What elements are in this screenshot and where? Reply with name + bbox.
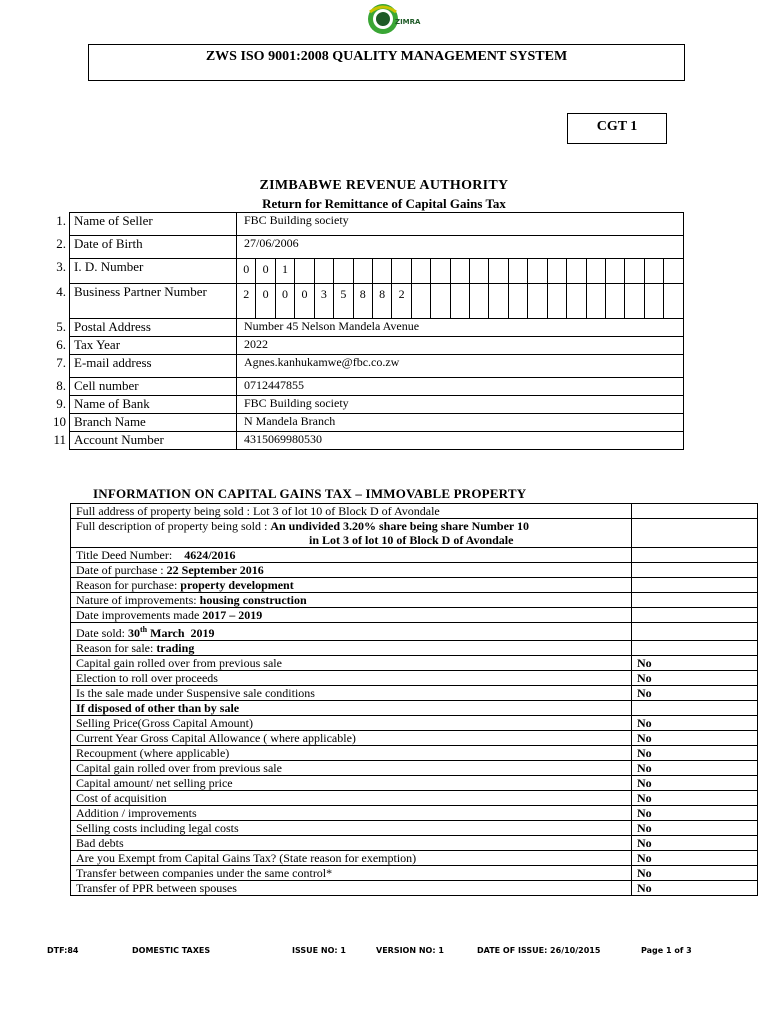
field-label: Date of Birth [70, 236, 237, 259]
property-row [71, 731, 758, 746]
label-text: Date of purchase : [76, 563, 167, 577]
digit-box [644, 284, 663, 318]
property-row [71, 671, 758, 686]
digit-box [470, 259, 489, 283]
seller-details-table [32, 212, 684, 450]
digit-box: 8 [353, 284, 372, 318]
property-answer [632, 504, 758, 519]
field-value: FBC Building society [237, 396, 684, 414]
label-text: Reason for purchase: [76, 578, 181, 592]
property-answer: No [632, 866, 758, 881]
row-number: 4. [56, 283, 66, 299]
digit-boxes [237, 284, 684, 319]
label-text: Addition / improvements [76, 806, 197, 820]
property-label [71, 641, 632, 656]
label-text: Selling Price(Gross Capital Amount) [76, 716, 253, 730]
digit-box [334, 259, 353, 283]
property-label [71, 836, 632, 851]
row-number: 10 [53, 413, 66, 429]
digit-box [606, 284, 625, 318]
field-value: Agnes.kanhukamwe@fbc.co.zw [237, 355, 684, 378]
property-row [71, 851, 758, 866]
footer-issue: ISSUE NO: 1 [292, 946, 346, 955]
digit-box [431, 259, 450, 283]
digit-box [353, 259, 372, 283]
authority-title: ZIMBABWE REVENUE AUTHORITY [259, 178, 509, 193]
seller-row [32, 414, 684, 432]
property-row [71, 746, 758, 761]
property-answer: No [632, 671, 758, 686]
seller-row [32, 337, 684, 355]
label-text: Selling costs including legal costs [76, 821, 239, 835]
field-value: N Mandela Branch [237, 414, 684, 432]
property-row [71, 716, 758, 731]
digit-box [567, 284, 586, 318]
property-label [71, 563, 632, 578]
field-value: Number 45 Nelson Mandela Avenue [237, 319, 684, 337]
label-text: Is the sale made under Suspensive sale conditions [76, 686, 315, 700]
property-row [71, 791, 758, 806]
form-code: CGT 1 [567, 113, 667, 144]
seller-row [32, 319, 684, 337]
footer-dept: DOMESTIC TAXES [132, 946, 211, 955]
property-row [71, 623, 758, 641]
property-answer: No [632, 776, 758, 791]
digit-box: 0 [256, 259, 275, 283]
label-value: 22 September 2016 [166, 563, 264, 577]
field-label: E-mail address [70, 355, 237, 378]
property-row [71, 881, 758, 896]
digit-box [392, 259, 411, 283]
row-number: 5. [56, 318, 66, 334]
property-label [71, 548, 632, 563]
label-text: Transfer of PPR between spouses [76, 881, 237, 895]
property-answer [632, 623, 758, 641]
label-value: If disposed of other than by sale [76, 701, 240, 715]
property-answer [632, 593, 758, 608]
property-label [71, 716, 632, 731]
field-label: Name of Bank [70, 396, 237, 414]
label-text: Full description of property being sold : [76, 519, 271, 533]
digit-box [586, 284, 605, 318]
digit-box: 0 [295, 284, 314, 318]
property-label [71, 593, 632, 608]
digit-box [644, 259, 663, 283]
property-label [71, 623, 632, 641]
property-label [71, 791, 632, 806]
digit-box: 2 [392, 284, 411, 318]
property-row [71, 608, 758, 623]
field-value: 2022 [237, 337, 684, 355]
digit-box [664, 259, 683, 283]
digit-box [528, 284, 547, 318]
property-answer: No [632, 791, 758, 806]
field-value: 4315069980530 [237, 432, 684, 450]
property-row [71, 578, 758, 593]
property-row [71, 806, 758, 821]
zimra-logo [366, 2, 422, 36]
field-value: FBC Building society [237, 213, 684, 236]
property-label [71, 851, 632, 866]
label-text: Transfer between companies under the same control* [76, 866, 333, 880]
field-label: Tax Year [70, 337, 237, 355]
property-answer [632, 578, 758, 593]
property-answer [632, 608, 758, 623]
label-text: Capital amount/ net selling price [76, 776, 233, 790]
digit-box: 1 [275, 259, 294, 283]
property-answer [632, 701, 758, 716]
label-text: Nature of improvements: [76, 593, 200, 607]
digit-boxes [237, 259, 684, 284]
digit-box [508, 259, 527, 283]
digit-box [431, 284, 450, 318]
property-row [71, 866, 758, 881]
property-row [71, 593, 758, 608]
label-value-line2: in Lot 3 of lot 10 of Block D of Avondale [309, 533, 514, 547]
property-label [71, 806, 632, 821]
digit-box: 5 [334, 284, 353, 318]
label-text: Date improvements made [76, 608, 203, 622]
field-label: I. D. Number [70, 259, 237, 284]
property-row [71, 836, 758, 851]
property-answer: No [632, 746, 758, 761]
property-answer: No [632, 851, 758, 866]
property-row [71, 504, 758, 519]
digit-box [411, 284, 430, 318]
row-number: 7. [56, 354, 66, 370]
seller-row [32, 378, 684, 396]
digit-box: 0 [237, 259, 256, 283]
label-value: 2017 – 2019 [202, 608, 263, 622]
label-value: housing construction [199, 593, 307, 607]
property-answer: No [632, 881, 758, 896]
digit-box [528, 259, 547, 283]
property-label [71, 578, 632, 593]
property-section-title: INFORMATION ON CAPITAL GAINS TAX – IMMOVABLE PROPERTY [93, 486, 527, 501]
field-label: Cell number [70, 378, 237, 396]
seller-row [32, 213, 684, 236]
property-info-table [70, 503, 758, 896]
label-value-cont: March 2019 [147, 626, 215, 640]
label-text: Election to roll over proceeds [76, 671, 218, 685]
digit-box [489, 259, 508, 283]
property-answer: No [632, 821, 758, 836]
property-row [71, 563, 758, 578]
seller-row [32, 259, 684, 284]
label-text: Title Deed Number: [76, 548, 185, 562]
digit-box [586, 259, 605, 283]
property-row [71, 686, 758, 701]
property-answer [632, 641, 758, 656]
digit-box [547, 259, 566, 283]
label-text: Cost of acquisition [76, 791, 167, 805]
property-label [71, 504, 632, 519]
label-text: Capital gain rolled over from previous sale [76, 761, 282, 775]
property-answer: No [632, 716, 758, 731]
digit-box: 2 [237, 284, 256, 318]
property-answer [632, 519, 758, 548]
property-row [71, 548, 758, 563]
digit-box: 0 [256, 284, 275, 318]
property-label [71, 761, 632, 776]
property-label [71, 881, 632, 896]
field-value: 0712447855 [237, 378, 684, 396]
property-answer: No [632, 836, 758, 851]
field-label: Business Partner Number [70, 284, 237, 319]
digit-box [470, 284, 489, 318]
digit-box [606, 259, 625, 283]
label-text: Date sold: [76, 626, 128, 640]
label-value: trading [156, 641, 195, 655]
property-row [71, 519, 758, 548]
property-row [71, 761, 758, 776]
label-text: Recoupment (where applicable) [76, 746, 230, 760]
label-text: Reason for sale: [76, 641, 157, 655]
label-text: Current Year Gross Capital Allowance ( where applicable) [76, 731, 356, 745]
property-answer: No [632, 731, 758, 746]
field-value: 27/06/2006 [237, 236, 684, 259]
return-title: Return for Remittance of Capital Gains Tax [262, 196, 506, 211]
property-label [71, 746, 632, 761]
property-answer: No [632, 761, 758, 776]
property-label [71, 656, 632, 671]
property-label [71, 519, 632, 548]
digit-box [664, 284, 683, 318]
digit-box [450, 259, 469, 283]
footer-version: VERSION NO: 1 [376, 946, 444, 955]
seller-row [32, 284, 684, 319]
property-answer: No [632, 686, 758, 701]
digit-box [625, 259, 644, 283]
digit-box [489, 284, 508, 318]
field-label: Branch Name [70, 414, 237, 432]
property-row [71, 641, 758, 656]
row-number: 6. [56, 336, 66, 352]
property-answer [632, 548, 758, 563]
field-label: Postal Address [70, 319, 237, 337]
property-label [71, 608, 632, 623]
row-number: 3. [56, 258, 66, 274]
label-value: 4624/2016 [184, 548, 236, 562]
row-number: 11 [53, 431, 66, 447]
digit-box [411, 259, 430, 283]
digit-box [625, 284, 644, 318]
row-number: 2. [56, 235, 66, 251]
digit-box: 8 [372, 284, 391, 318]
property-label [71, 866, 632, 881]
label-suffix: th [140, 625, 148, 634]
property-label [71, 731, 632, 746]
label-text: Are you Exempt from Capital Gains Tax? (State reason for exemption) [76, 851, 417, 865]
label-text: Full address of property being sold : Lot 3 of lot 10 of Block D of Avondale [76, 504, 440, 518]
seller-row [32, 432, 684, 450]
property-answer: No [632, 806, 758, 821]
property-answer: No [632, 656, 758, 671]
digit-box: 0 [275, 284, 294, 318]
property-row [71, 656, 758, 671]
digit-box [547, 284, 566, 318]
property-row [71, 776, 758, 791]
qms-title: ZWS ISO 9001:2008 QUALITY MANAGEMENT SYSTEM [88, 44, 685, 81]
logo-text: ZIMRA [395, 18, 421, 26]
property-row [71, 701, 758, 716]
label-value: 30 [128, 626, 140, 640]
footer-page: Page 1 of 3 [641, 946, 692, 955]
label-text: Bad debts [76, 836, 124, 850]
field-label: Account Number [70, 432, 237, 450]
label-value: property development [180, 578, 294, 592]
digit-box [295, 259, 314, 283]
property-label [71, 671, 632, 686]
seller-row [32, 236, 684, 259]
seller-row [32, 355, 684, 378]
digit-box [314, 259, 333, 283]
row-number: 9. [56, 395, 66, 411]
label-text: Capital gain rolled over from previous sale [76, 656, 282, 670]
digit-box [372, 259, 391, 283]
seller-row [32, 396, 684, 414]
field-label: Name of Seller [70, 213, 237, 236]
footer-date: DATE OF ISSUE: 26/10/2015 [477, 946, 601, 955]
property-label [71, 701, 632, 716]
row-number: 1. [56, 212, 66, 228]
digit-box [450, 284, 469, 318]
footer-code: DTF:84 [47, 946, 79, 955]
property-label [71, 686, 632, 701]
row-number: 8. [56, 377, 66, 393]
digit-box: 3 [314, 284, 333, 318]
digit-box [567, 259, 586, 283]
property-row [71, 821, 758, 836]
property-answer [632, 563, 758, 578]
property-label [71, 821, 632, 836]
digit-box [508, 284, 527, 318]
property-label [71, 776, 632, 791]
label-value: An undivided 3.20% share being share Number 10 [270, 519, 530, 533]
